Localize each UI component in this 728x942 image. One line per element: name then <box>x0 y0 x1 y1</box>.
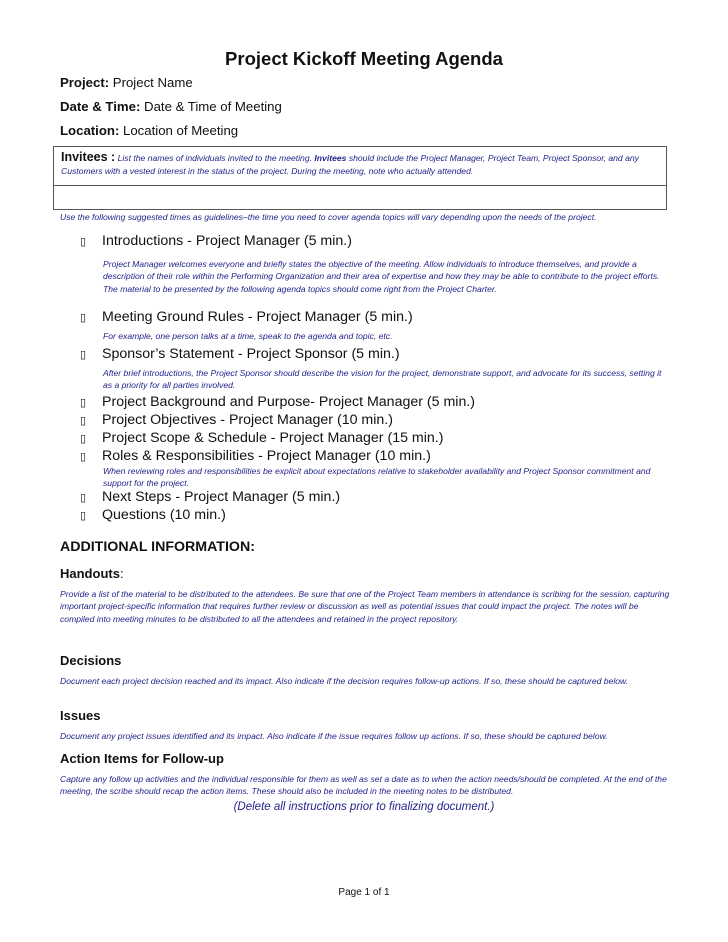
handouts-colon: : <box>119 566 124 581</box>
location-line <box>60 123 238 138</box>
datetime-label: Date & Time: <box>60 99 141 114</box>
handouts-heading: Handouts <box>60 566 120 581</box>
agenda-item <box>80 412 393 428</box>
agenda-item-label: Project Background and Purpose- Project Manager (5 min.) <box>102 394 475 410</box>
invitees-divider <box>54 185 666 186</box>
agenda-note-sponsor: After brief introductions, the Project Sponsor should describe the vision for the project, demonstrate support, and advocate for its success, setting it as a priority for all parties involved. <box>103 368 662 391</box>
decisions-text: Document each project decision reached and its impact. Also indicate if the decision requires follow-up actions. If so, these should be captured below. <box>60 676 629 686</box>
agenda-item <box>80 346 400 362</box>
agenda-item-label: Roles & Responsibilities - Project Manager (10 min.) <box>102 448 431 464</box>
agenda-item-label: Next Steps - Project Manager (5 min.) <box>102 489 341 505</box>
datetime-line <box>60 99 282 114</box>
handouts-heading-line <box>60 566 124 581</box>
invitees-text-em: Invitees <box>314 153 347 163</box>
delete-instructions-note: (Delete all instructions prior to finalizing document.) <box>233 801 495 813</box>
invitees-box <box>53 146 667 210</box>
checkbox-bullet-icon: ▯ <box>80 415 87 427</box>
additional-info-heading: ADDITIONAL INFORMATION: <box>60 539 255 555</box>
decisions-heading: Decisions <box>60 653 122 668</box>
action-items-text: Capture any follow up activities and the individual responsible for them as well as set a date as to when the action needs/should be completed. At the end of the meeting, the scribe should recap the action items. These should also be included in the meeting notes to be distributed. <box>60 774 667 797</box>
checkbox-bullet-icon: ▯ <box>80 492 87 504</box>
invitees-text-b: should include the Project Manager, Project Team, Project Sponsor, and any Customers with a vested interest in the status of the project. During the meeting, note who actually attended. <box>61 153 639 176</box>
agenda-item-label: Sponsor’s Statement - Project Sponsor (5 min.) <box>102 346 400 362</box>
invitees-label: Invitees : <box>61 150 116 164</box>
agenda-item-label: Questions (10 min.) <box>102 507 226 523</box>
checkbox-bullet-icon: ▯ <box>80 510 87 522</box>
location-value: Location of Meeting <box>123 123 239 138</box>
guideline-text: Use the following suggested times as guidelines–the time you need to cover agenda topics will vary depending upon the needs of the project. <box>60 212 597 222</box>
agenda-item-label: Introductions - Project Manager (5 min.) <box>102 233 352 249</box>
invitees-instructions <box>61 151 661 178</box>
checkbox-bullet-icon: ▯ <box>80 451 87 463</box>
agenda-note-ground-rules: For example, one person talks at a time, speak to the agenda and topic, etc. <box>103 331 393 341</box>
handouts-text: Provide a list of the material to be distributed to the attendees. Be sure that one of the Project Team members in attendance is scribing for the session, capturing important project-specific information that requires further review or discussion as well as potential issues that could impact the project. The notes will be compiled into meeting minutes to be distributed to all the attendees and retained in the project repository. <box>60 589 670 624</box>
project-value: Project Name <box>112 75 193 90</box>
agenda-note-introductions: Project Manager welcomes everyone and briefly states the objective of the meeting. Allow individuals to introduce themselves, and provide a description of their role within the Performing Organization and their area of expertise and how they may be able to contribute to the project efforts. The material to be presented by the following agenda topics should come right from the Project Charter. <box>103 259 660 294</box>
page-number: Page 1 of 1 <box>338 887 390 898</box>
agenda-item <box>80 233 352 249</box>
invitees-text-a: List the names of individuals invited to the meeting. <box>117 153 313 163</box>
agenda-item <box>80 309 413 325</box>
issues-text: Document any project issues identified and its impact. Also indicate if the issue requires follow up actions. If so, these should be captured below. <box>60 731 608 741</box>
project-line <box>60 75 193 90</box>
checkbox-bullet-icon: ▯ <box>80 349 87 361</box>
agenda-item <box>80 430 443 446</box>
location-label: Location: <box>60 123 120 138</box>
issues-heading: Issues <box>60 708 101 723</box>
agenda-note-roles: When reviewing roles and responsibilities be explicit about expectations relative to stakeholder availability and Project Sponsor commitment and support for the project. <box>103 466 651 489</box>
action-items-heading: Action Items for Follow-up <box>60 751 224 766</box>
page-title: Project Kickoff Meeting Agenda <box>225 48 503 69</box>
agenda-item-label: Project Scope & Schedule - Project Manager (15 min.) <box>102 430 444 446</box>
checkbox-bullet-icon: ▯ <box>80 397 87 409</box>
datetime-value: Date & Time of Meeting <box>144 99 282 114</box>
project-label: Project: <box>60 75 110 90</box>
checkbox-bullet-icon: ▯ <box>80 433 87 445</box>
agenda-item-label: Project Objectives - Project Manager (10 min.) <box>102 412 393 428</box>
agenda-item <box>80 489 340 505</box>
agenda-item <box>80 394 475 410</box>
checkbox-bullet-icon: ▯ <box>80 312 87 324</box>
agenda-item <box>80 507 226 523</box>
agenda-item-label: Meeting Ground Rules - Project Manager (5 min.) <box>102 309 413 325</box>
checkbox-bullet-icon: ▯ <box>80 236 87 248</box>
agenda-item <box>80 448 431 464</box>
